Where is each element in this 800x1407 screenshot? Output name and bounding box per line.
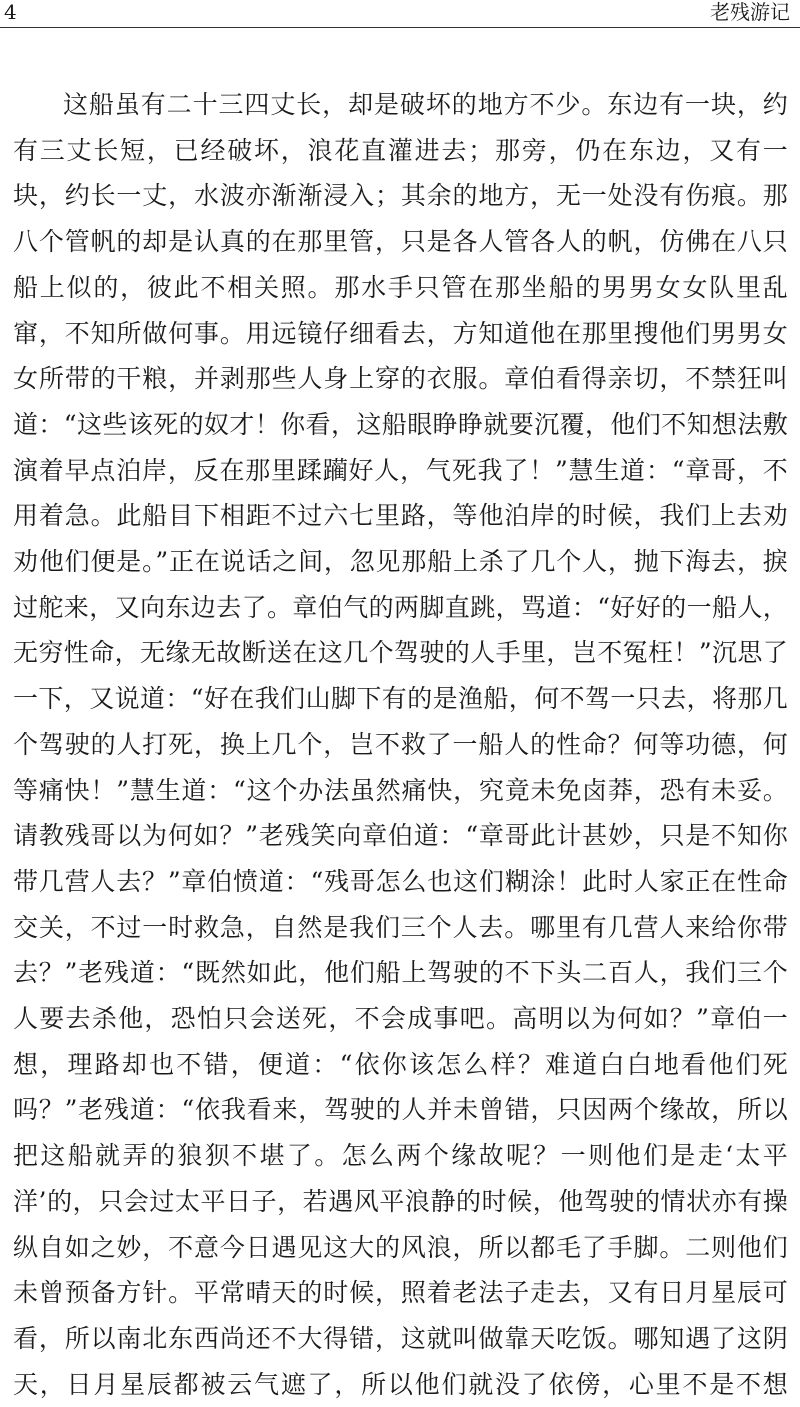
page-header xyxy=(0,0,800,30)
running-head-title: 老残游记 xyxy=(710,0,790,24)
header-rule xyxy=(0,27,800,28)
body-paragraph: 这船虽有二十三四丈长，却是破坏的地方不少。东边有一块，约有三丈长短，已经破坏，浪花直灌进去；那旁，仍在东边，又有一块，约长一丈，水波亦渐渐浸入；其余的地方，无一处没有伤痕。那八个管帆的却是认真的在那里管，只是各人管各人的帆，仿佛在八只船上似的，彼此不相关照。那水手只管在那坐船的男男女女队里乱窜，不知所做何事。用远镜仔细看去，方知道他在那里搜他们男男女女所带的干粮，并剥那些人身上穿的衣服。章伯看得亲切，不禁狂叫道：“这些该死的奴才！你看，这船眼睁睁就要沉覆，他们不知想法敷演着早点泊岸，反在那里蹂躏好人，气死我了！”慧生道：“章哥，不用着急。此船目下相距不过六七里路，等他泊岸的时候，我们上去劝劝他们便是。”正在说话之间，忽见那船上杀了几个人，抛下海去，捩过舵来，又向东边去了。章伯气的两脚直跳，骂道：“好好的一船人，无穷性命，无缘无故断送在这几个驾驶的人手里，岂不冤枉！”沉思了一下，又说道：“好在我们山脚下有的是渔船，何不驾一只去，将那几个驾驶的人打死，换上几个，岂不救了一船人的性命？何等功德，何等痛快！”慧生道：“这个办法虽然痛快，究竟未免卤莽，恐有未妥。请教残哥以为何如？”老残笑向章伯道：“章哥此计甚妙，只是不知你带几营人去？”章伯愤道：“残哥怎么也这们糊涂！此时人家正在性命交关，不过一时救急，自然是我们三个人去。哪里有几营人来给你带去？”老残道：“既然如此，他们船上驾驶的不下头二百人，我们三个人要去杀他，恐怕只会送死，不会成事吧。高明以为何如？”章伯一想，理路却也不错，便道：“依你该怎么样？难道白白地看他们死吗？”老残道：“依我看来，驾驶的人并未曾错，只因两个缘故，所以把这船就弄的狼狈不堪了。怎么两个缘故呢？一则他们是走‘太平洋’的，只会过太平日子，若遇风平浪静的时候，他驾驶的情状亦有操纵自如之妙，不意今日遇见这大的风浪，所以都毛了手脚。二则他们未曾预备方针。平常晴天的时候，照着老法子走去，又有日月星辰可看，所以南北东西尚还不大得错，这就叫做靠天吃饭。哪知遇了这阴天，日月星辰都被云气遮了，所以他们就没了依傍，心里不是不想 xyxy=(13,90,788,1399)
page-number: 4 xyxy=(4,0,17,24)
